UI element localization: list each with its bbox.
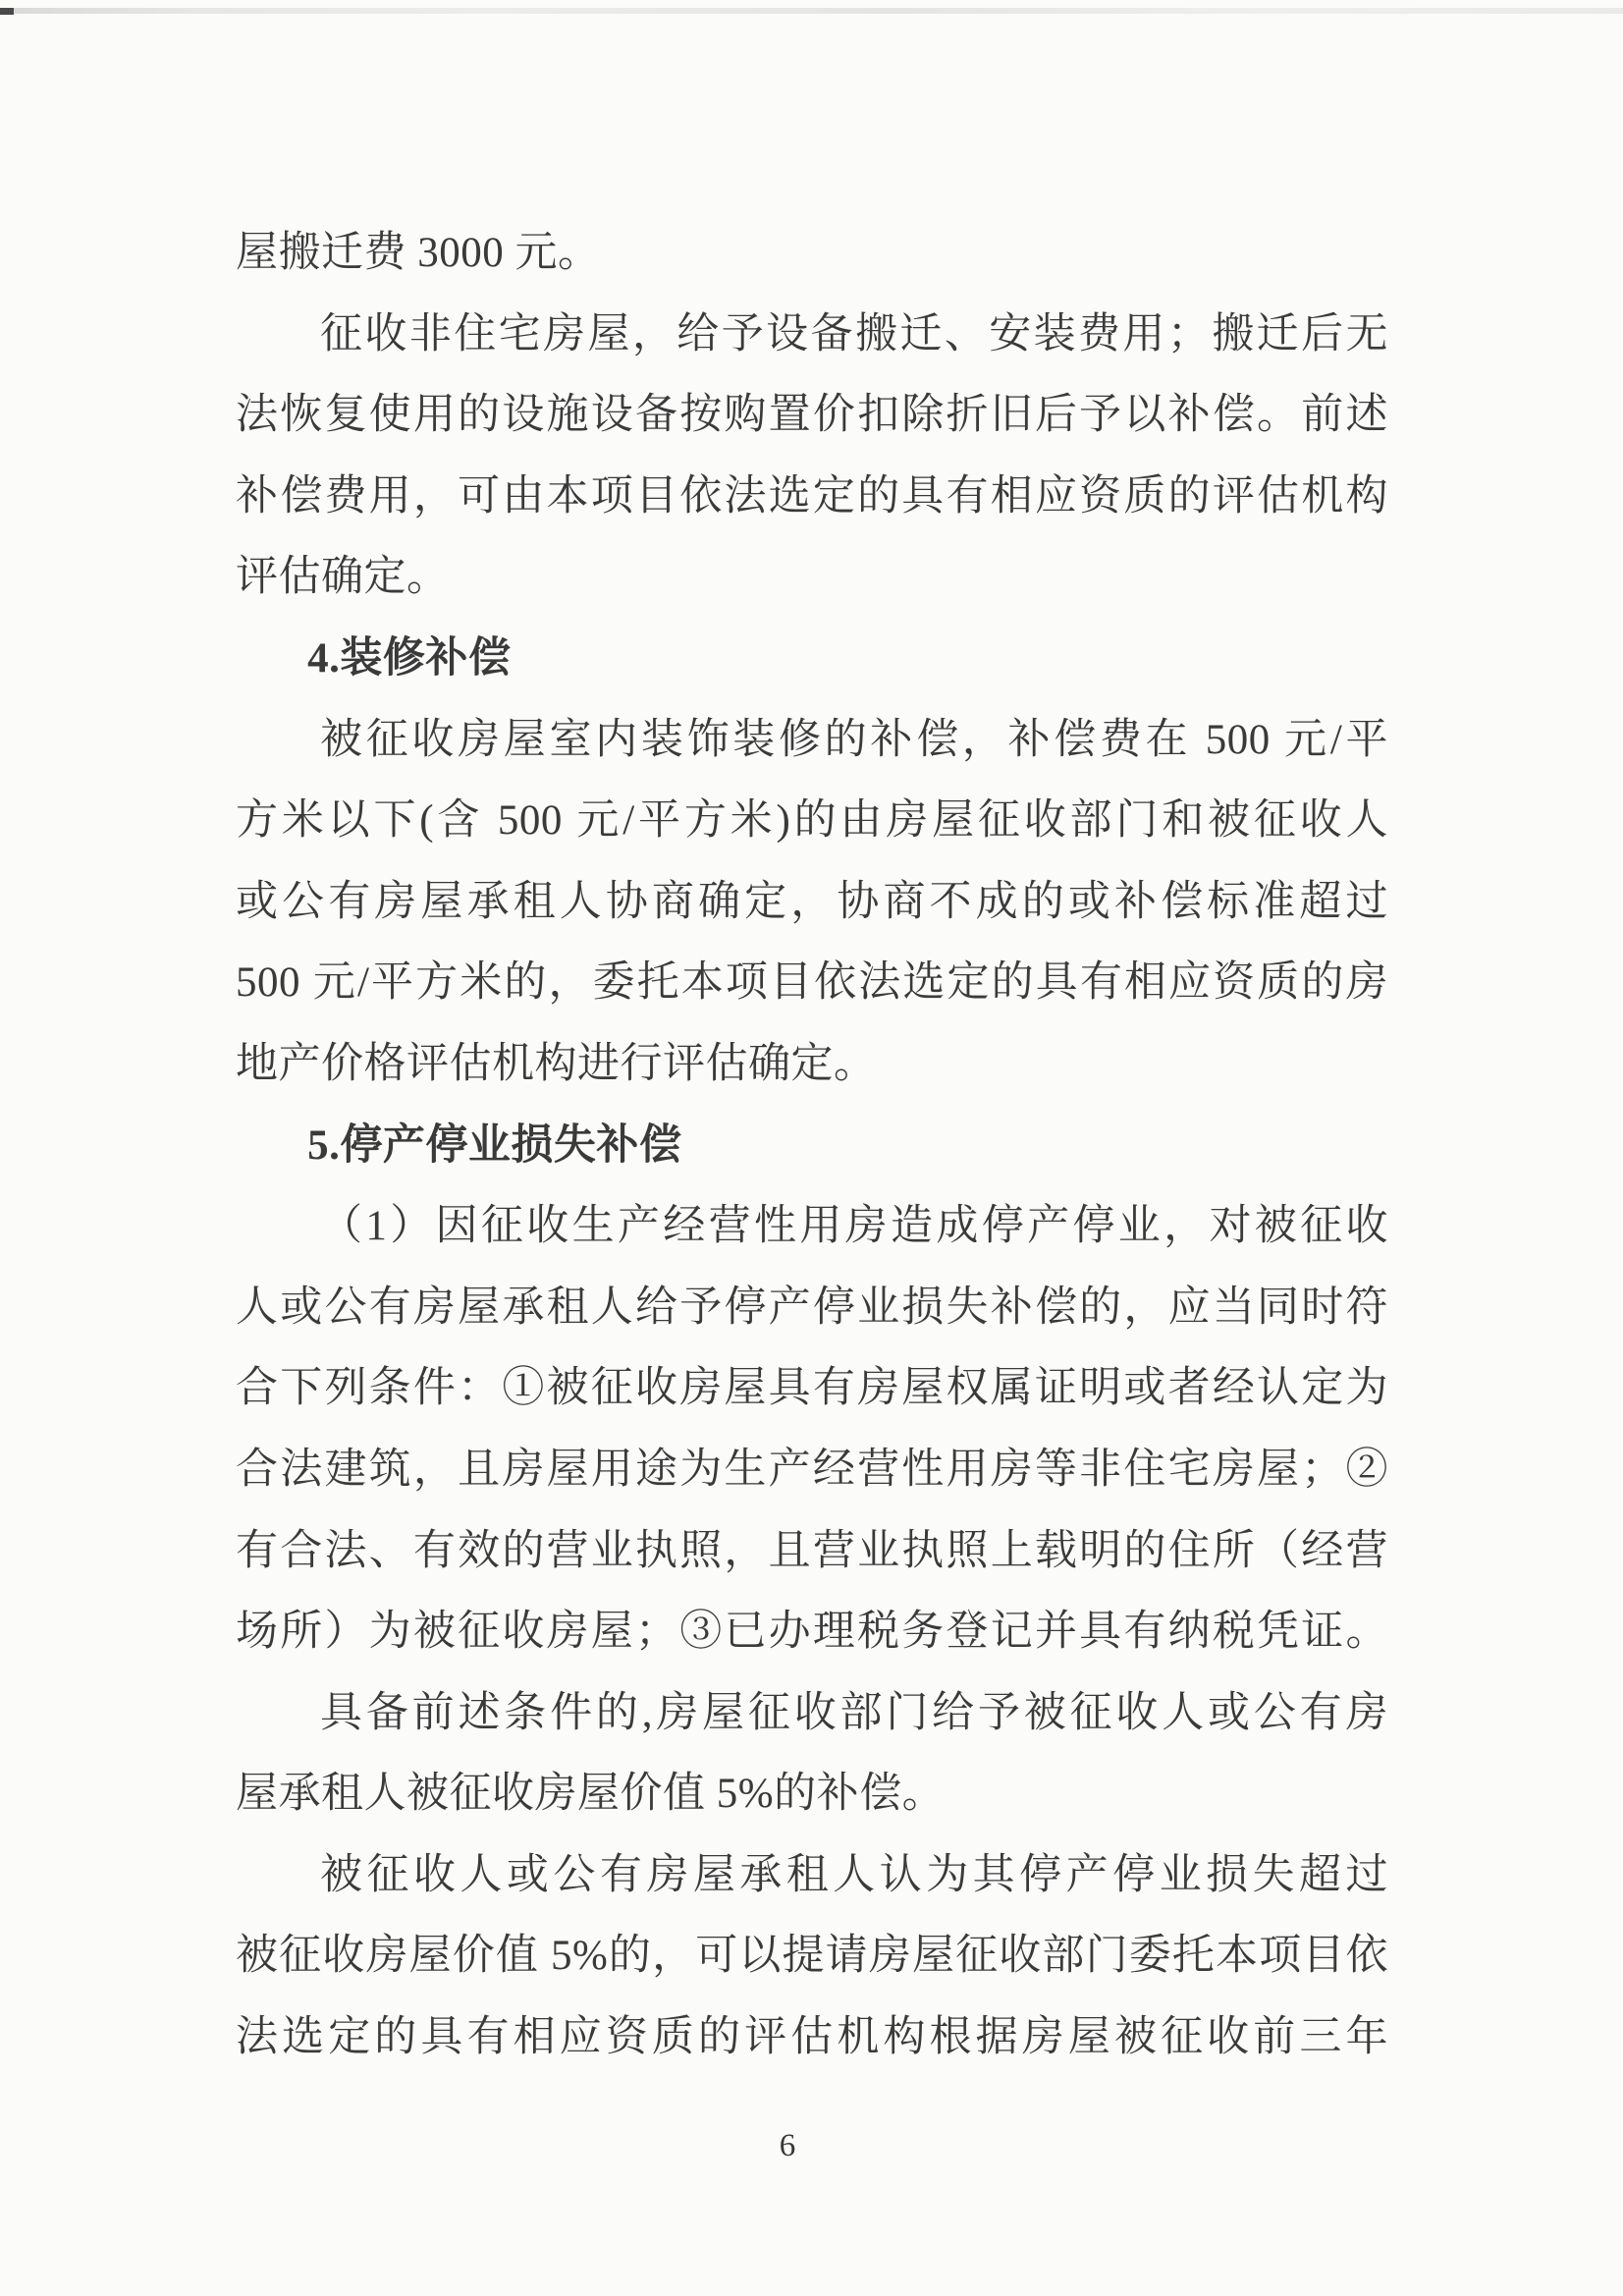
section-5-heading: 5.停产停业损失补偿 [307, 1121, 682, 1169]
text-line-23: 法选定的具有相应资质的评估机构根据房屋被征收前三年 [236, 2014, 1388, 2061]
text-line-18: 场所）为被征收房屋；③已办理税务登记并具有纳税凭证。 [236, 1609, 1388, 1656]
text-line-3: 法恢复使用的设施设备按购置价扣除折旧后予以补偿。前述 [236, 392, 1388, 439]
text-line-15: 合下列条件：①被征收房屋具有房屋权属证明或者经认定为 [236, 1365, 1388, 1412]
text-line-17: 有合法、有效的营业执照，且营业执照上载明的住所（经营 [236, 1527, 1388, 1574]
scan-edge-dark-mark [0, 8, 14, 15]
text-line-13: （1）因征收生产经营性用房造成停产停业，对被征收 [320, 1203, 1388, 1250]
text-line-14: 人或公有房屋承租人给予停产停业损失补偿的，应当同时符 [236, 1284, 1388, 1331]
text-line-11: 地产价格评估机构进行评估确定。 [236, 1040, 877, 1087]
text-line-16: 合法建筑，且房屋用途为生产经营性用房等非住宅房屋；② [236, 1446, 1388, 1493]
text-line-8: 方米以下(含 500 元/平方米)的由房屋征收部门和被征收人 [236, 797, 1388, 845]
text-line-20: 屋承租人被征收房屋价值 5%的补偿。 [236, 1771, 946, 1818]
section-4-heading: 4.装修补偿 [307, 634, 512, 682]
text-line-4: 补偿费用，可由本项目依法选定的具有相应资质的评估机构 [236, 472, 1388, 519]
text-line-7: 被征收房屋室内装饰装修的补偿，补偿费在 500 元/平 [320, 716, 1388, 763]
text-line-1: 屋搬迁费 3000 元。 [236, 230, 601, 276]
page-number: 6 [779, 2128, 796, 2163]
text-line-10: 500 元/平方米的，委托本项目依法选定的具有相应资质的房 [236, 959, 1388, 1007]
scan-edge-artifact [0, 8, 1623, 14]
text-line-19: 具备前述条件的,房屋征收部门给予被征收人或公有房 [320, 1689, 1388, 1736]
text-line-9: 或公有房屋承租人协商确定，协商不成的或补偿标准超过 [236, 878, 1388, 925]
text-line-5: 评估确定。 [236, 554, 450, 601]
text-line-2: 征收非住宅房屋，给予设备搬迁、安装费用；搬迁后无 [320, 310, 1388, 357]
text-line-21: 被征收人或公有房屋承租人认为其停产停业损失超过 [320, 1851, 1388, 1898]
text-line-22: 被征收房屋价值 5%的，可以提请房屋征收部门委托本项目依 [236, 1933, 1388, 1980]
document-body [236, 213, 1388, 2079]
